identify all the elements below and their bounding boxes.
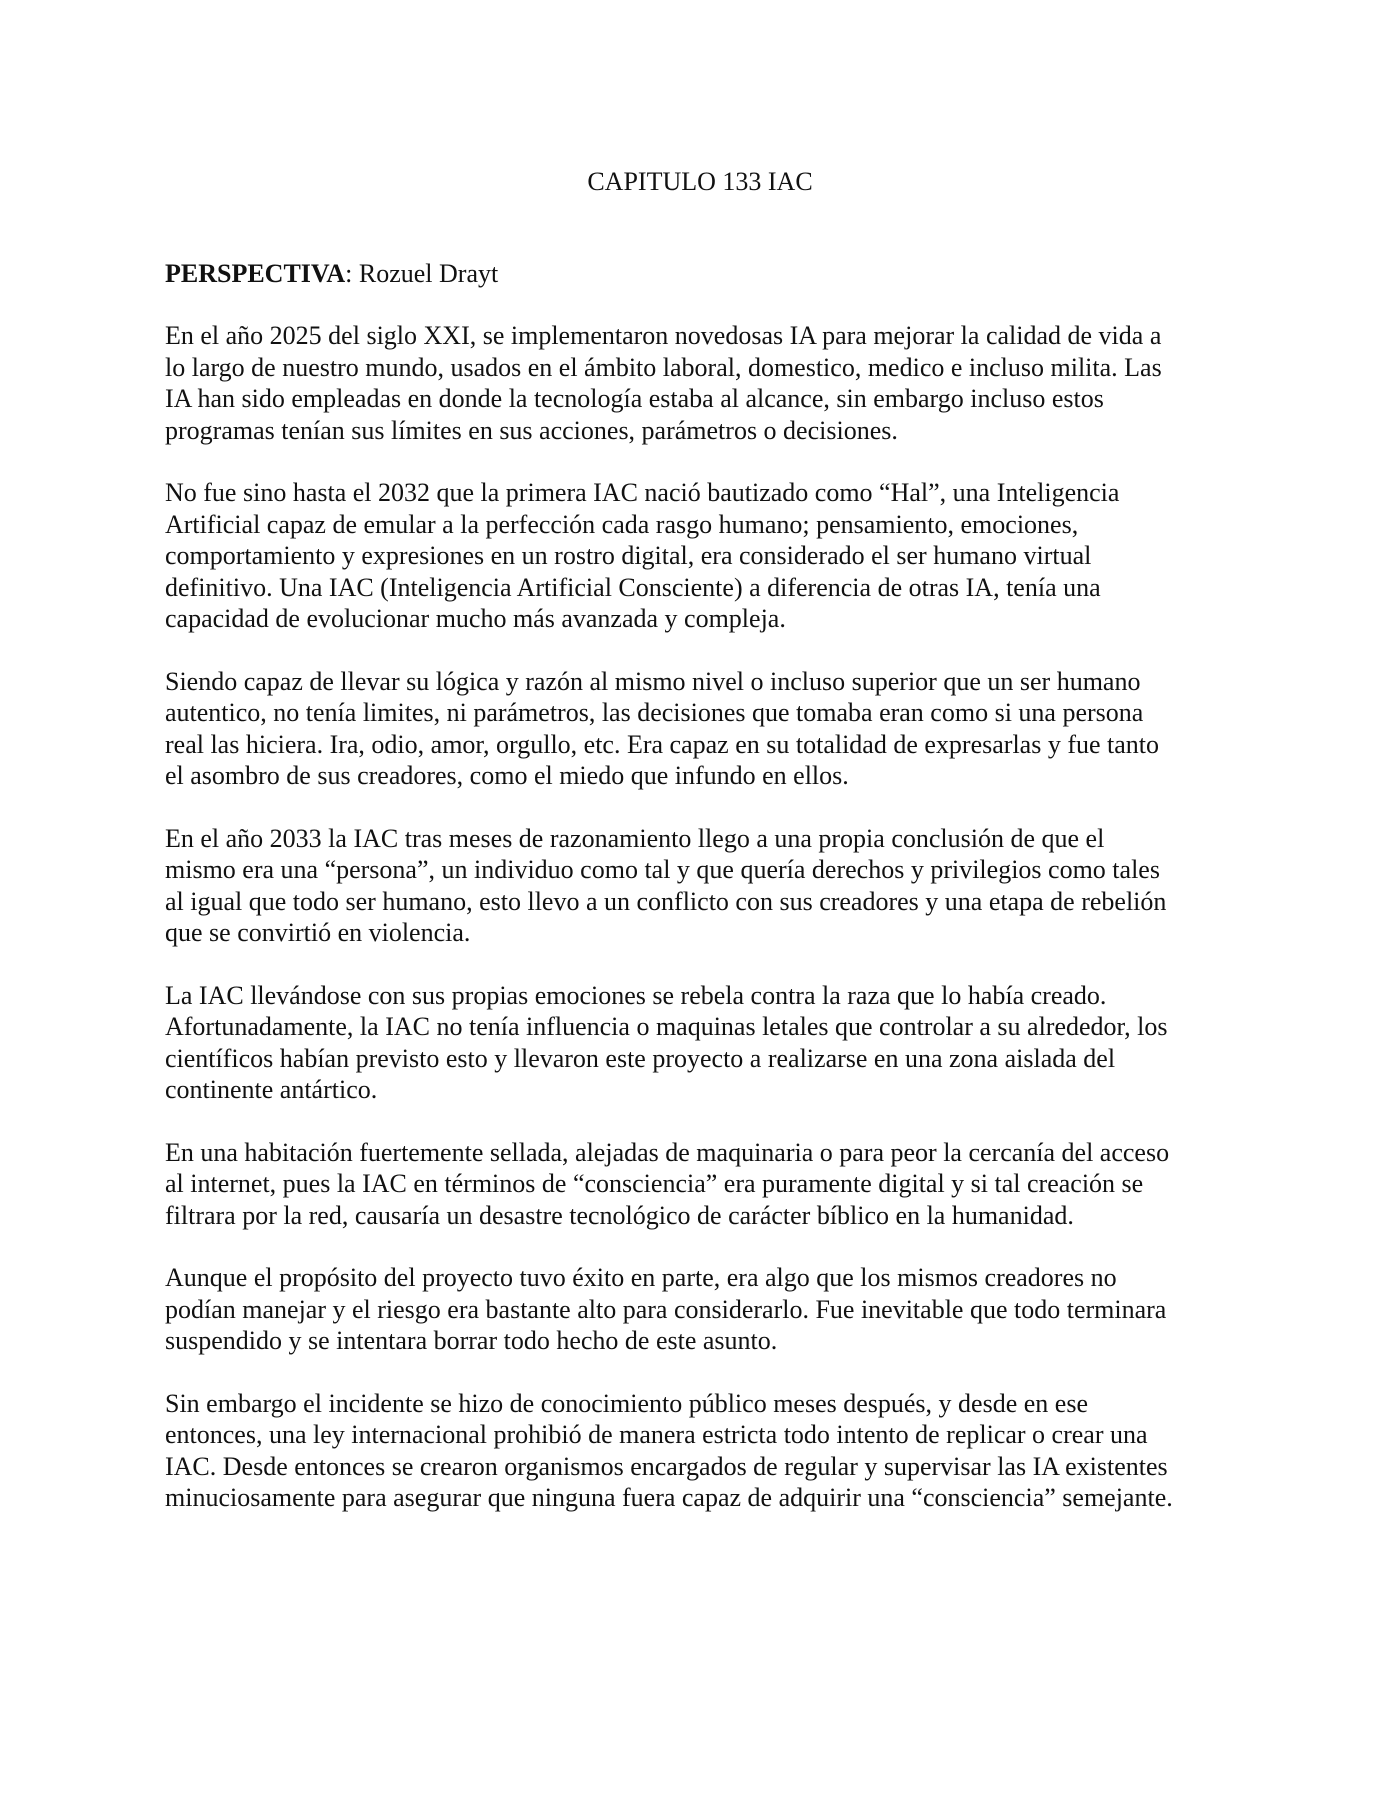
paragraph [165, 666, 1245, 792]
paragraph-line: científicos habían previsto esto y llevaron este proyecto a realizarse en una zona aislada del [165, 1043, 1116, 1073]
paragraph-line: el asombro de sus creadores, como el miedo que infundo en ellos. [165, 761, 849, 790]
paragraph-list [165, 320, 1245, 1514]
paragraph-line: Siendo capaz de llevar su lógica y razón al mismo nivel o incluso superior que un ser humano [165, 666, 1141, 696]
paragraph-line: En el año 2025 del siglo XXI, se implementaron novedosas IA para mejorar la calidad de vida a [165, 321, 1162, 350]
document-body [165, 258, 1245, 1545]
paragraph-line: No fue sino hasta el 2032 que la primera IAC nació bautizado como “Hal”, una Inteligencia [165, 478, 1120, 507]
paragraph [165, 823, 1245, 949]
chapter-title: CAPITULO 133 IAC [587, 167, 813, 196]
paragraph [165, 1262, 1245, 1357]
paragraph-line: definitivo. Una IAC (Inteligencia Artificial Consciente) a diferencia de otras IA, tenía una [165, 572, 1101, 602]
paragraph-line: entonces, una ley internacional prohibió de manera estricta todo intento de replicar o crear una [165, 1420, 1148, 1449]
paragraph [165, 1388, 1245, 1514]
paragraph-line: continente antártico. [165, 1075, 378, 1104]
paragraph-line: mismo era una “persona”, un individuo como tal y que quería derechos y privilegios como tales [165, 855, 1160, 884]
paragraph-line: podían manejar y el riesgo era bastante alto para considerarlo. Fue inevitable que todo terminara [165, 1294, 1167, 1324]
paragraph [165, 1137, 1245, 1232]
paragraph-line: IAC. Desde entonces se crearon organismos encargados de regular y supervisar las IA existentes [165, 1451, 1168, 1481]
paragraph [165, 980, 1245, 1106]
paragraph-line: al internet, pues la IAC en términos de “consciencia” era puramente digital y si tal creación se [165, 1169, 1144, 1198]
paragraph-line: real las hiciera. Ira, odio, amor, orgullo, etc. Era capaz en su totalidad de expresarlas y fue tanto [165, 729, 1160, 759]
paragraph-line: En el año 2033 la IAC tras meses de razonamiento llego a una propia conclusión de que el [165, 823, 1105, 853]
paragraph-line: filtrara por la red, causaría un desastre tecnológico de carácter bíblico en la humanidad. [165, 1200, 1074, 1230]
paragraph-line: Sin embargo el incidente se hizo de conocimiento público meses después, y desde en ese [165, 1388, 1088, 1418]
paragraph [165, 477, 1245, 635]
paragraph-line: capacidad de evolucionar mucho más avanzada y compleja. [165, 604, 786, 633]
paragraph-line: comportamiento y expresiones en un rostro digital, era considerado el ser humano virtual [165, 541, 1092, 570]
paragraph-line: programas tenían sus límites en sus acciones, parámetros o decisiones. [165, 415, 898, 445]
paragraph-line: En una habitación fuertemente sellada, alejadas de maquinaria o para peor la cercanía del acceso [165, 1137, 1170, 1167]
paragraph-line: minuciosamente para asegurar que ninguna fuera capaz de adquirir una “consciencia” semejante. [165, 1483, 1173, 1512]
paragraph-line: Afortunadamente, la IAC no tenía influencia o maquinas letales que controlar a su alrededor, los [165, 1012, 1168, 1041]
paragraph-line: lo largo de nuestro mundo, usados en el ámbito laboral, domestico, medico e incluso milita. Las [165, 352, 1162, 382]
paragraph-line: autentico, no tenía limites, ni parámetros, las decisiones que tomaba eran como si una persona [165, 698, 1144, 727]
paragraph-line: Artificial capaz de emular a la perfección cada rasgo humano; pensamiento, emociones, [165, 509, 1079, 539]
paragraph-line: La IAC llevándose con sus propias emociones se rebela contra la raza que lo había creado. [165, 980, 1107, 1010]
paragraph-line: IA han sido empleadas en donde la tecnología estaba al alcance, sin embargo incluso estos [165, 384, 1104, 413]
paragraph-line: al igual que todo ser humano, esto llevo a un conflicto con sus creadores y una etapa de rebelión [165, 886, 1167, 916]
perspective-label: PERSPECTIVA [165, 259, 346, 288]
paragraph-line: Aunque el propósito del proyecto tuvo éxito en parte, era algo que los mismos creadores no [165, 1263, 1117, 1292]
perspective-separator: : [345, 259, 353, 288]
paragraph-line: que se convirtió en violencia. [165, 918, 471, 947]
perspective-line [165, 258, 1245, 290]
paragraph-line: suspendido y se intentara borrar todo hecho de este asunto. [165, 1326, 778, 1355]
paragraph [165, 320, 1245, 446]
perspective-value: Rozuel Drayt [352, 259, 499, 288]
